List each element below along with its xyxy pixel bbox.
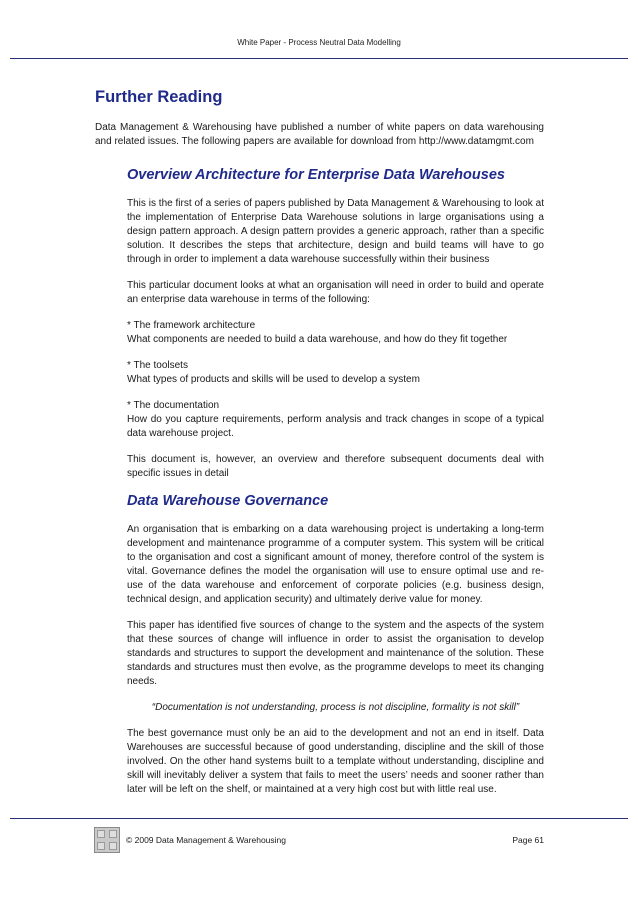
page-footer [94,825,544,857]
list-item [127,399,544,441]
header-rule [10,58,628,59]
paragraph: This document is, however, an overview and therefore subsequent documents deal with specific issues in detail [127,454,544,479]
list-item-desc: How do you capture requirements, perform analysis and track changes in scope of a typical data warehouse project. [127,414,544,439]
footer-rule [10,818,628,819]
copyright-text: © 2009 Data Management & Warehousing [126,835,286,845]
paragraph: This is the first of a series of papers published by Data Management & Warehousing to look at the implementation of Enterprise Data Warehouse solutions in large organisations using a design pattern approach. A design pattern provides a generic approach, rather than a specific solution. It describes the steps that architecture, design and build teams will have to go through in order to implement a data warehouse successfully within their business [127,198,544,265]
list-item-title: * The toolsets [127,360,188,371]
paragraph: This particular document looks at what an organisation will need in order to build and operate an enterprise data warehouse in terms of the following: [127,280,544,305]
section-title: Data Warehouse Governance [127,493,329,509]
list-item [127,319,544,347]
list-item-desc: What types of products and skills will be used to develop a system [127,374,420,385]
running-header: White Paper - Process Neutral Data Modelling [237,38,401,47]
list-item-desc: What components are needed to build a data warehouse, and how do they fit together [127,334,508,345]
section-overview-architecture [127,167,544,481]
pull-quote: “Documentation is not understanding, process is not discipline, formality is not skill” [151,702,520,713]
list-item-title: * The framework architecture [127,320,256,331]
section-data-warehouse-governance [127,493,544,797]
paragraph: This paper has identified five sources of change to the system and the aspects of the system that these sources of change will influence in order to assist the organisation to develop standards and structures to support the development and maintenance of the solution. These standards and structures must then evolve, as the programme develops to meet its changing needs. [127,620,544,687]
list-item-title: * The documentation [127,400,220,411]
page-number: Page 61 [512,835,544,845]
page-content [95,88,544,809]
company-logo-icon [94,827,120,853]
intro-paragraph: Data Management & Warehousing have published a number of white papers on data warehousing and related issues. The following papers are available for download from http://www.datamgmt.com [95,122,544,147]
paragraph: The best governance must only be an aid to the development and not an end in itself. Data Warehouses are successful because of good understanding, discipline and the skill of those involved. On the other hand systems built to a template without understanding, discipline and skill will inevitably deliver a system that fails to meet the users’ needs and sooner rather than later will be left on the shelf, or maintained at a very high cost but with little real use. [127,728,544,795]
page-heading: Further Reading [95,88,223,106]
paragraph: An organisation that is embarking on a data warehousing project is undertaking a long-term development and maintenance programme of a computer system. This system will be critical to the organisation and cost a significant amount of money, therefore control of the system is vital. Governance defines the model the organisation will use to ensure optimal use and re-use of the data warehouse and enforcement of corporate policies (e.g. business design, technical design, and application security) and ultimately derive value for money. [127,524,544,605]
section-title: Overview Architecture for Enterprise Data Warehouses [127,167,505,183]
list-item [127,359,544,387]
